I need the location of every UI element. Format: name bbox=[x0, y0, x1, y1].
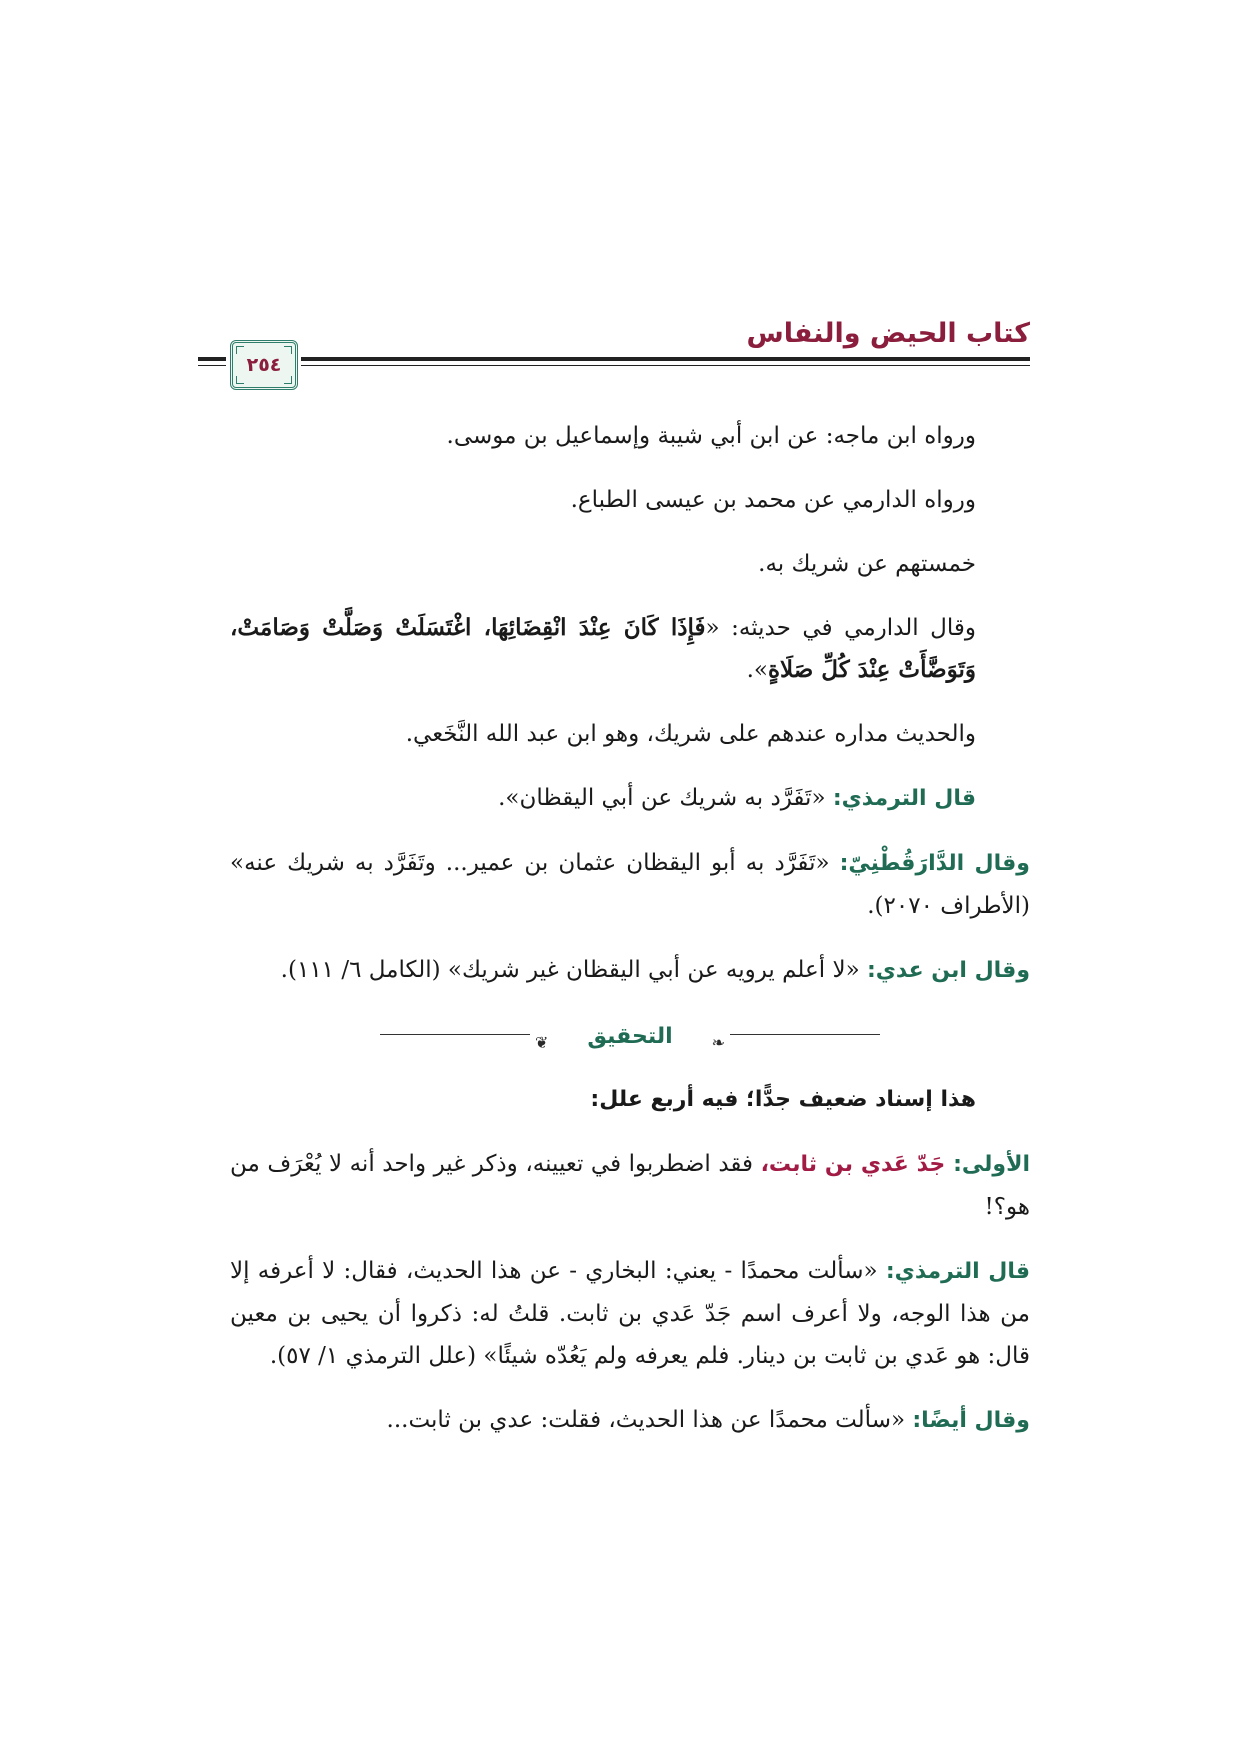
ornament-left-icon: ❦ bbox=[535, 1033, 549, 1052]
text: «لا أعلم يرويه عن أبي اليقظان غير شريك» (الكامل ٦/ ١١١). bbox=[280, 957, 867, 983]
text: ». bbox=[746, 657, 768, 683]
citation-label: قال الترمذي: bbox=[832, 786, 976, 811]
paragraph bbox=[230, 479, 1030, 521]
paragraph bbox=[230, 777, 1030, 820]
paragraph bbox=[230, 415, 1030, 457]
page-frame-icon bbox=[284, 346, 292, 354]
citation-label: وقال ابن عدي: bbox=[866, 958, 1030, 983]
paragraph bbox=[230, 607, 1030, 691]
page-frame-icon bbox=[236, 376, 244, 384]
main-text bbox=[230, 415, 1030, 1464]
paragraph bbox=[230, 949, 1030, 992]
text: خمستهم عن شريك به. bbox=[758, 551, 976, 577]
text: «سألت محمدًا - يعني: البخاري - عن هذا الحديث، فقال: لا أعرفه إلا من هذا الوجه، ولا أعرف اسم جَدّ عَدي بن ثابت. قلتُ له: ذكروا أن يحيى بن معين قال: هو عَدي بن ثابت بن دينار. فلم يعرفه ولم يَعُدّه شيئًا» (علل الترمذي ١/ ٥٧). bbox=[230, 1258, 1030, 1369]
heading-text: هذا إسناد ضعيف جدًّا؛ فيه أربع علل: bbox=[590, 1087, 976, 1112]
text: والحديث مداره عندهم على شريك، وهو ابن عبد الله النَّخَعي. bbox=[405, 721, 976, 747]
page-number: ٢٥٤ bbox=[246, 354, 282, 376]
citation-label: وقال أيضًا: bbox=[912, 1408, 1030, 1433]
header-rule bbox=[198, 365, 226, 366]
paragraph bbox=[230, 1250, 1030, 1377]
paragraph bbox=[230, 842, 1030, 927]
paragraph bbox=[230, 713, 1030, 755]
paragraph bbox=[230, 543, 1030, 585]
header-rule bbox=[301, 357, 1030, 361]
page-number-badge bbox=[230, 340, 298, 390]
text: ورواه الدارمي عن محمد بن عيسى الطباع. bbox=[570, 487, 976, 513]
text: فقد اضطربوا في تعيينه، وذكر غير واحد أنه لا يُعْرَف من هو؟! bbox=[230, 1151, 1030, 1220]
section-title: التحقيق bbox=[587, 1024, 673, 1049]
hadith-text: فَإِذَا كَانَ عِنْدَ انْقِضَائِهَا، اغْتَسَلَتْ وَصَلَّتْ وَصَامَتْ، وَتَوَضَّأَتْ عِنْدَ كُلِّ صَلَاةٍ bbox=[230, 614, 976, 683]
page-frame-icon bbox=[284, 376, 292, 384]
text: «تَفَرَّد به شريك عن أبي اليقظان». bbox=[498, 785, 833, 811]
page-frame-icon bbox=[236, 346, 244, 354]
header-rule bbox=[301, 365, 1030, 366]
paragraph bbox=[230, 1143, 1030, 1228]
text: وقال الدارمي في حديثه: « bbox=[705, 615, 976, 641]
page-header bbox=[230, 318, 1030, 418]
citation-label: قال الترمذي: bbox=[885, 1259, 1030, 1284]
divider-line bbox=[730, 1034, 880, 1035]
ornament-right-icon: ❧ bbox=[711, 1033, 725, 1052]
citation-label: وقال الدَّارَقُطْنِيّ: bbox=[839, 851, 1030, 876]
text: «تَفَرَّد به أبو اليقظان عثمان بن عمير... وتَفَرَّد به شريك عنه» (الأطراف ٢٠٧٠). bbox=[230, 850, 1030, 919]
section-divider bbox=[230, 1014, 1030, 1054]
highlight-text: جَدّ عَدي بن ثابت، bbox=[760, 1152, 954, 1177]
paragraph bbox=[230, 1078, 1030, 1121]
header-rule bbox=[198, 357, 226, 361]
paragraph bbox=[230, 1399, 1030, 1442]
text: ورواه ابن ماجه: عن ابن أبي شيبة وإسماعيل بن موسى. bbox=[446, 423, 976, 449]
citation-label: الأولى: bbox=[953, 1152, 1031, 1177]
book-title: كتاب الحيض والنفاس bbox=[746, 318, 1030, 349]
text: «سألت محمدًا عن هذا الحديث، فقلت: عدي بن ثابت... bbox=[386, 1407, 913, 1433]
